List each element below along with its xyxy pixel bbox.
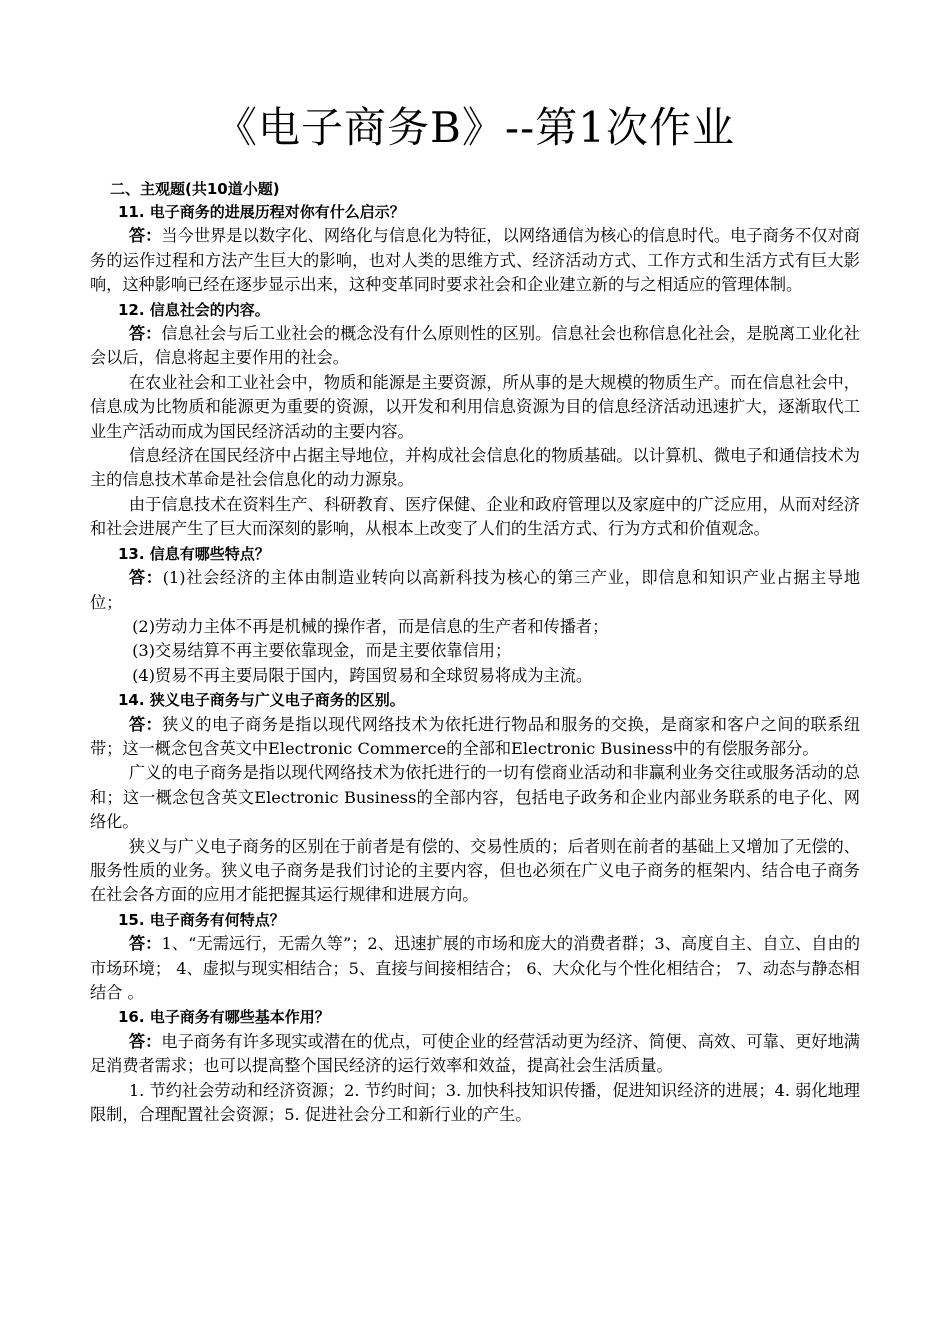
answer-paragraph: 由于信息技术在资料生产、科研教育、医疗保健、企业和政府管理以及家庭中的广泛应用，从而对经济和社会进展产生了巨大而深刻的影响，从根本上改变了人们的生活方式、行为方式和价值观念。 [90, 494, 860, 539]
document-title: 《电子商务B》--第1次作业 [215, 103, 735, 152]
answer-text: 1、“无需远行，无需久等”；2、迅速扩展的市场和庞大的消费者群；3、高度自主、自立、自由的市场环境； 4、虚拟与现实相结合；5、直接与间接相结合； 6、大众化与个性化相结合； 7、动态与静态相结合 。 [90, 934, 861, 1002]
answer-label: 答： [128, 568, 163, 588]
document-page [90, 0, 860, 1127]
answer-label: 答： [128, 1031, 162, 1051]
answer-label: 答： [128, 324, 162, 344]
answer-label: 答： [128, 714, 163, 734]
answer-text: 信息社会与后工业社会的概念没有什么原则性的区别。信息社会也称信息化社会，是脱离工业化社会以后，信息将起主要作用的社会。 [90, 324, 860, 368]
answer-paragraph [90, 932, 860, 1005]
answer-paragraph: 广义的电子商务是指以现代网络技术为依托进行的一切有偿商业活动和非赢利业务交往或服务活动的总和；这一概念包含英文Electronic Business的全部内容，包括电子政务和企业内部业务联系的电子化、网络化。 [90, 763, 860, 832]
answer-paragraph [90, 713, 860, 762]
question-13: 13. 信息有哪些特点？ [118, 544, 270, 563]
answer-label: 答： [128, 934, 162, 954]
section-heading: 二、主观题(共10道小题) [110, 180, 280, 198]
answer-list-item: (3)交易结算不再主要依靠现金，而是主要依靠信用； [132, 641, 512, 661]
answer-list-item: (4)贸易不再主要局限于国内，跨国贸易和全球贸易将成为主流。 [132, 665, 593, 685]
question-15: 15. 电子商务有何特点？ [118, 910, 285, 929]
answer-paragraph: 在农业社会和工业社会中，物质和能源是主要资源，所从事的是大规模的物质生产。而在信息社会中，信息成为比物质和能源更为重要的资源，以开发和利用信息资源为目的信息经济活动迅速扩大，逐渐取代工业生产活动而成为国民经济活动的主要内容。 [90, 372, 860, 441]
answer-paragraph: 狭义与广义电子商务的区别在于前者是有偿的、交易性质的；后者则在前者的基础上又增加了无偿的、服务性质的业务。狭义电子商务是我们讨论的主要内容，但也必须在广义电子商务的框架内、结合电子商务在社会各方面的应用才能把握其运行规律和进展方向。 [90, 836, 860, 905]
answer-text: 狭义的电子商务是指以现代网络技术为依托进行物品和服务的交换，是商家和客户之间的联系纽带；这一概念包含英文中Electronic Commerce的全部和Electronic Business中的有偿服务部分。 [90, 714, 861, 758]
answer-text: 电子商务有许多现实或潜在的优点，可使企业的经营活动更为经济、简便、高效、可靠、更好地满足消费者需求；也可以提高整个国民经济的运行效率和效益，提高社会生活质量。 [90, 1031, 860, 1076]
answer-label: 答： [128, 226, 162, 246]
answer-paragraph [90, 1030, 860, 1079]
answer-text: 当今世界是以数字化、网络化与信息化为特征，以网络通信为核心的信息时代。电子商务不仅对商务的运作过程和方法产生巨大的影响，也对人类的思维方式、经济活动方式、工作方式和生活方式有巨大影响，这种影响已经在逐步显示出来，这种变革同时要求社会和企业建立新的与之相适应的管理体制。 [90, 226, 860, 295]
answer-paragraph: 信息经济在国民经济中占据主导地位，并构成社会信息化的物质基础。以计算机、微电子和通信技术为主的信息技术革命是社会信息化的动力源泉。 [90, 446, 860, 490]
question-11: 11. 电子商务的进展历程对你有什么启示？ [118, 203, 405, 221]
answer-paragraph [90, 224, 860, 297]
answer-paragraph [90, 322, 860, 371]
answer-list-item: (2)劳动力主体不再是机械的操作者，而是信息的生产者和传播者； [132, 616, 609, 636]
question-12: 12. 信息社会的内容。 [118, 300, 270, 319]
question-16: 16. 电子商务有哪些基本作用？ [118, 1008, 330, 1027]
question-14: 14. 狭义电子商务与广义电子商务的区别。 [118, 691, 405, 710]
answer-text: (1)社会经济的主体由制造业转向以高新科技为核心的第三产业，即信息和知识产业占据主导地位； [90, 568, 861, 612]
answer-paragraph [90, 566, 860, 615]
answer-paragraph: 1. 节约社会劳动和经济资源；2. 节约时间；3. 加快科技知识传播，促进知识经济的进展；4. 弱化地理限制，合理配置社会资源；5. 促进社会分工和新行业的产生。 [90, 1080, 860, 1125]
